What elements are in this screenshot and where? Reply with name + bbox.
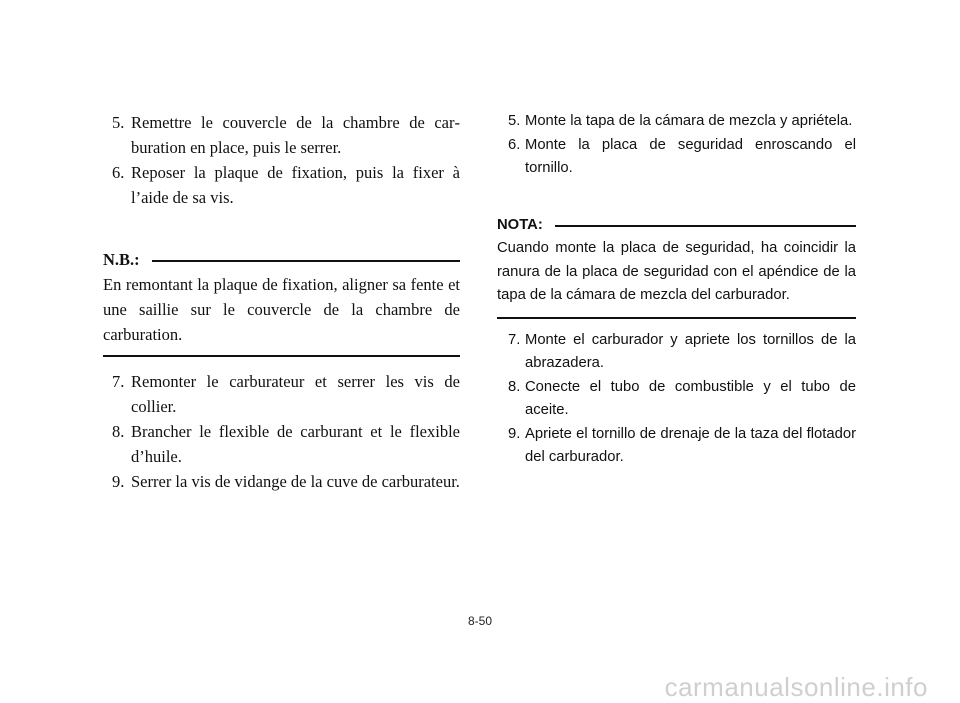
step-text: Remonter le carburateur et serrer les vis de collier. — [131, 372, 460, 416]
note-end-rule — [103, 355, 460, 357]
step-text: Monte el carburador y apriete los tornillos de la abrazadera. — [525, 331, 856, 371]
note-label: NOTA: — [497, 216, 543, 233]
list-item — [497, 423, 856, 470]
french-column — [103, 110, 460, 494]
note-end-rule — [497, 317, 856, 319]
spanish-steps-after — [497, 329, 856, 470]
step-number: 7. — [508, 331, 521, 348]
list-item — [497, 376, 856, 423]
step-number: 9. — [112, 472, 125, 491]
list-item — [103, 369, 460, 419]
step-text: Brancher le flexible de carburant et le flexible d’huile. — [131, 422, 460, 466]
list-item — [497, 134, 856, 181]
list-item — [497, 329, 856, 376]
step-number: 7. — [112, 372, 125, 391]
french-note — [103, 247, 460, 357]
note-text: En remontant la plaque de fixation, aligner sa fente et une saillie sur le couvercle de la chambre de carburation. — [103, 275, 460, 344]
note-rule — [555, 225, 856, 227]
note-header — [497, 214, 856, 238]
step-number: 5. — [112, 113, 125, 132]
note-header — [103, 247, 460, 272]
watermark: carmanualsonline.info — [664, 672, 928, 702]
list-item — [103, 469, 460, 494]
list-item — [497, 110, 856, 134]
note-rule — [152, 260, 460, 262]
step-number: 6. — [508, 136, 521, 153]
spanish-note — [497, 214, 856, 319]
step-number: 8. — [508, 378, 521, 395]
french-steps-before — [103, 110, 460, 210]
spanish-column — [497, 110, 856, 470]
step-text: Monte la tapa de la cámara de mezcla y apriétela. — [525, 113, 853, 129]
step-text: Reposer la plaque de fixation, puis la fixer à l’aide de sa vis. — [131, 163, 460, 207]
step-text: Monte la placa de seguridad enroscando el tornillo. — [525, 136, 856, 176]
step-text: Remettre le couvercle de la chambre de carburation en place, puis le serrer. — [131, 113, 460, 157]
step-number: 6. — [112, 163, 125, 182]
step-text: Conecte el tubo de combustible y el tubo de aceite. — [525, 378, 856, 418]
list-item — [103, 160, 460, 210]
list-item — [103, 419, 460, 469]
note-text: Cuando monte la placa de seguridad, ha coincidir la ranura de la placa de seguridad con el apéndice de la tapa de la cámara de mezcla del carburador. — [497, 240, 856, 303]
list-item — [103, 110, 460, 160]
step-number: 9. — [508, 425, 521, 442]
step-number: 8. — [112, 422, 125, 441]
page-number: 8-50 — [467, 614, 493, 628]
step-number: 5. — [508, 113, 521, 129]
french-steps-after — [103, 369, 460, 494]
step-text: Apriete el tornillo de drenaje de la taza del flotador del carburador. — [525, 425, 856, 465]
spanish-steps-before — [497, 110, 856, 181]
step-text: Serrer la vis de vidange de la cuve de carburateur. — [131, 472, 460, 491]
note-label: N.B.: — [103, 250, 140, 269]
